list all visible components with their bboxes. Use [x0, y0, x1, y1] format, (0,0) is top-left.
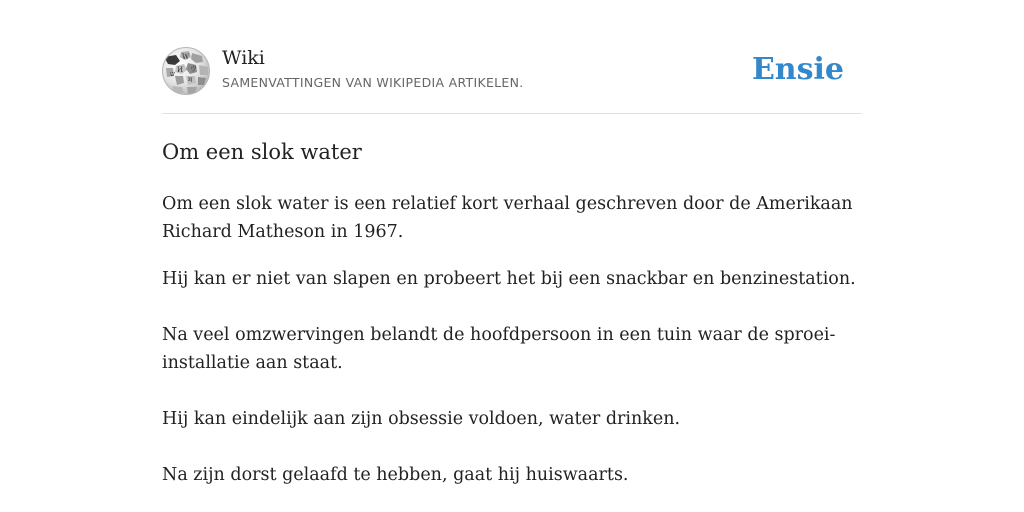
article-paragraph: Na zijn dorst gelaafd te hebben, gaat hij huiswaarts. — [162, 465, 629, 485]
article-paragraph: Hij kan eindelijk aan zijn obsessie voldoen, water drinken. — [162, 409, 681, 429]
article — [162, 136, 862, 489]
site-name[interactable]: Wiki — [222, 47, 265, 69]
article-paragraph: Hij kan er niet van slapen en probeert het bij een snackbar en benzinestation. — [162, 269, 856, 289]
article-paragraph: Na veel omzwervingen belandt de hoofdpersoon in een tuin waar de sproei-installatie aan staat. — [162, 325, 836, 373]
brand-logo[interactable]: Ensie — [751, 52, 844, 87]
site-header — [162, 44, 862, 114]
svg-text:ש: ש — [170, 70, 175, 78]
site-tagline: SAMENVATTINGEN VAN WIKIPEDIA ARTIKELEN. — [222, 75, 524, 90]
svg-text:Ω: Ω — [169, 56, 175, 64]
wikipedia-globe-icon[interactable] — [162, 47, 210, 95]
svg-text:म: म — [188, 76, 193, 84]
article-title: Om een slok water — [162, 140, 362, 164]
svg-text:ウ: ウ — [190, 65, 197, 73]
article-paragraph: Om een slok water is een relatief kort verhaal geschreven door de Amerikaan Richard Matheson in 1967. — [162, 194, 853, 242]
svg-text:W: W — [182, 53, 190, 61]
svg-text:И: И — [177, 66, 184, 74]
